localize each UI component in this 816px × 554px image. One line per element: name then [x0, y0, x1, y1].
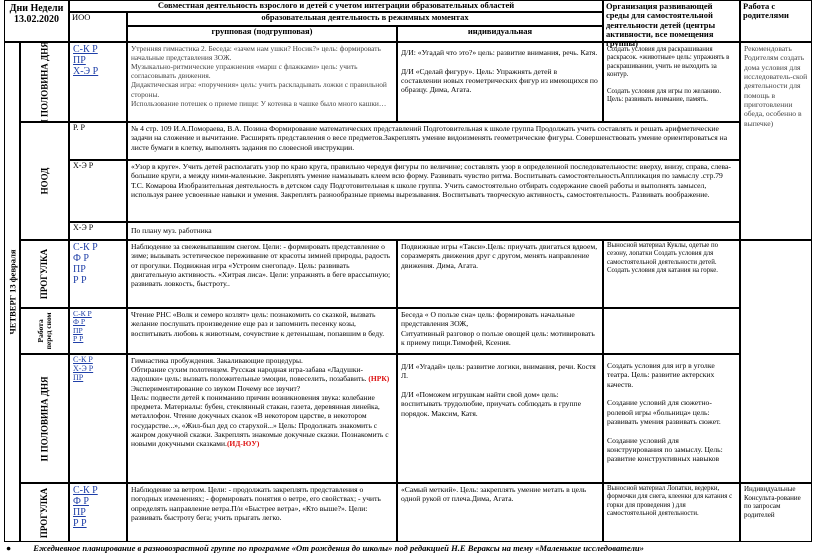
day-label: ЧЕТВЕРГ 13 февраля: [4, 42, 20, 542]
ioo-nod1: Р. Р: [69, 122, 127, 160]
edu-regime-header: образовательная деятельность в режимных моментах: [127, 12, 603, 26]
nod2-cell: «Узор в круге». Учить детей располагать узор по краю круга, правильно чередуя фигуры по величине; составлять узор в определенной последовательности: вверху, внизу, справа, слева-большие круги, а между ними-маленькие. Закреплять умение намазывать клеем всю форму. Развивать чувство ритма. Воспитывать самостоятельностьАппликация по замыслу .стр.79 Т.С. Комарова Изобразительная деятельность в детском саду Подготовительная к школе группа. Учить самостоятельно отбирать содержание своей работы и выполнять замысел, используя ранее усвоенные навыки и умения. Закреплять разнообразные приемы вырезывания. Воспитывать творческую активность, самостоятельность. Развивать воображение.: [127, 160, 740, 222]
evening-individual-cell: Д/И «Угадай» цель: развитие логики, внимания, речи. Костя Л. Д/И «Поможем игрушкам найти свой дом» цель: воспитывать трудолюбие, приучать соблюдать в группе порядок. Максим, Катя.: [397, 354, 603, 483]
evening-env-cell: Создать условия для игр в уголке театра. Цель: развитие актерских качеств. Создание условий для сюжетно-ролевой игры «больница» цель: развивать умения развивать сюжет. Создание условий для конструирования по замыслу. Цель: развитие конструктивных навыков: [603, 354, 740, 483]
sleep-env-cell: [603, 308, 740, 354]
bullet-icon: ●: [6, 543, 12, 553]
ioo-nod3: Х-Э Р: [69, 222, 127, 240]
walk2-individual-cell: «Самый меткий». Цель: закреплять умение метать в цель одной рукой от плеча.Дима, Агата.: [397, 483, 603, 542]
ioo-walk2: С-К Р Ф Р ПР Р Р: [69, 483, 127, 542]
parents-empty-cell: [740, 240, 812, 483]
ioo-evening: С-К Р Х-Э Р ПР: [69, 354, 127, 483]
id-yuu-tag: (ИД-ЮУ): [226, 438, 260, 448]
walk-group-cell: Наблюдение за свежевыпавшим снегом. Цели: - формировать представление о зиме; вызывать эстетическое переживание от красоты зимней природы, радость от прогулки. Подвижная игра «Устроим снегопад». Цель: развивать двигательную активность. «Хитрая лиса». Цели: упражнять в беге врассыпную; развивать ловкость, быстроту..: [127, 240, 397, 308]
environment-header: Организация развивающей среды для самостоятельной деятельности детей (центры активности, все помещения группы): [603, 0, 740, 42]
sleep-individual-cell: Беседа « О пользе сна» цель: формировать начальные представления ЗОЖ, Ситуативный разговор о пользе овощей цель: мотивировать к приему пищи.Тимофей, Ксения.: [397, 308, 603, 354]
group-header: групповая (подгрупповая): [127, 26, 397, 42]
evening-group-cell: Гимнастика пробуждения. Закаливающие процедуры. Обтирание сухим полотенцем. Русская народная игра-забава «Ладушки-ладошки» цель: вызвать положительные эмоции, повеселить, позабавить. (НРК) Экспериментирование со звуком Почему все звучит? Цель: подвести детей к пониманию причин возникновения звука: колебание предмета. Материалы: бубен, стеклянный стакан, газета, деревянная линейка, металлофон. Чтение докучных сказок «В некотором царстве, в некотором государстве...», «Жил-был дед со старухой...» Цель: Продолжать знакомить с жанром докучной сказки. Закреплять знакомые докучные сказки. Познакомить с новыми докучными сказками.(ИД-ЮУ): [127, 354, 397, 483]
walk2-label: ПРОГУЛКА: [20, 483, 69, 542]
walk-label: ПРОГУЛКА: [20, 240, 69, 308]
second-half-label: II ПОЛОВИНА ДНЯ: [20, 354, 69, 483]
first-half-label: I ПОЛОВИНА ДНЯ: [20, 42, 69, 122]
morning-individual-cell: Д/И: «Угадай что это?» цель: развитие внимания, речь. Катя. Д/И «Сделай фигуру». Цель: Упражнять детей в составлении новых геометрических фигур из имеющихся по образцу. Дима, Агата.: [397, 42, 603, 122]
day-title: Дни Недели: [9, 3, 64, 14]
walk2-group-cell: Наблюдение за ветром. Цели: - продолжать закреплять представления о погодных изменениях; - формировать понятия о ветре, его свойствах; - учить определять направление ветра.П/и «Быстрее ветра», «Кто выше?». Цели: развивать быстроту бега; учить прыгать легко.: [127, 483, 397, 542]
morning-group-cell: Утренняя гимнастика 2. Беседа: «зачем нам ушки? Носик?» цель: формировать начальные представления ЗОЖ. Музыкально-ритмические упражнения «марш с флажками» цель: учить согласовывать движения. Дидактическая игра: «поручения» цель: учить раскладывать ложки с правильной стороны. Использование потешек о приеме пищи: У котенка в чашке было много кашки…: [127, 42, 397, 122]
ioo-header: ИОО: [69, 12, 127, 42]
plan-table: [4, 0, 812, 554]
walk-env-cell: Выносной материал Куклы, одетые по сезону, лопатки Создать условия для самостоятельной деятельности детей. Создать условия для катания на горке.: [603, 240, 740, 308]
sleep-group-cell: Чтение РНС «Волк и семеро козлят» цель: познакомить со сказкой, вызвать желание послушать произведение еще раз и запомнить песенку козы, воспитывать любовь к животным, сочувствие к детенышам, попавшим в беду.: [127, 308, 397, 354]
ioo-nod2: Х-Э Р: [69, 160, 127, 222]
morning-parents-cell: Рекомендовать Родителям создать дома условия для исследователь-ской деятельности для помощь в приготовлении обеда, особенно в выпечке): [740, 42, 812, 240]
ioo-walk: С-К Р Ф Р ПР Р Р: [69, 240, 127, 308]
joint-activity-header: Совместная деятельность взрослого и детей с учетом интеграции образовательных областей: [69, 0, 603, 12]
ioo-morning: С-К Р ПР Х-Э Р: [69, 42, 127, 122]
nod1-cell: № 4 стр. 109 И.А.Помораева, В.А. Позина Формирование математических представлений Подготовительная к школе группа Продолжать учить составлять и решать арифметические задачи на сложение и вычитание. Расширять представления о весе предметов.Закреплять умение видоизменять геометрические фигуры. Совершенствовать умение ориентироваться на листе бумаги в клетку, выполнять задания по словесной инструкции.: [127, 122, 740, 160]
parents-header: Работа с родителями: [740, 0, 812, 42]
walk2-parents-cell: Индивидуальные Консульта-рование по запросам родителей: [740, 483, 812, 542]
date-label: 13.02.2020: [14, 14, 59, 25]
nod3-cell: По плану муз. работника: [127, 222, 740, 240]
walk-individual-cell: Подвижные игры «Такси».Цель: приучать двигаться вдвоем, соразмерять движения друг с другом, менять направление движения. Дима, Агата.: [397, 240, 603, 308]
day-header: [4, 0, 69, 42]
walk2-env-cell: Выносной материал Лопатки, ведерки, формочки для снега, клеенки для катания с горки для проведения ) для самостоятельной деятельности.: [603, 483, 740, 542]
nrk-tag: (НРК): [368, 374, 390, 384]
before-sleep-label: Работа перед сном: [20, 308, 69, 354]
nod-label: НООД: [20, 122, 69, 240]
footer: [4, 542, 812, 554]
ioo-sleep: С-К Р Ф Р ПР Р Р: [69, 308, 127, 354]
morning-env-cell: Создать условия для раскрашивания раскрасок. «животные» цель: упражнять в раскрашивании, учить не выходить за контур. Создать условия для игры по желанию. Цель: развивать внимание, память.: [603, 42, 740, 122]
footer-text: Ежедневное планирование в разновозрастной группе по программе «От рождения до школы» под редакцией Н.Е Вераксы на тему «Маленькие исследователи»: [33, 543, 644, 553]
individual-header: индивидуальная: [397, 26, 603, 42]
